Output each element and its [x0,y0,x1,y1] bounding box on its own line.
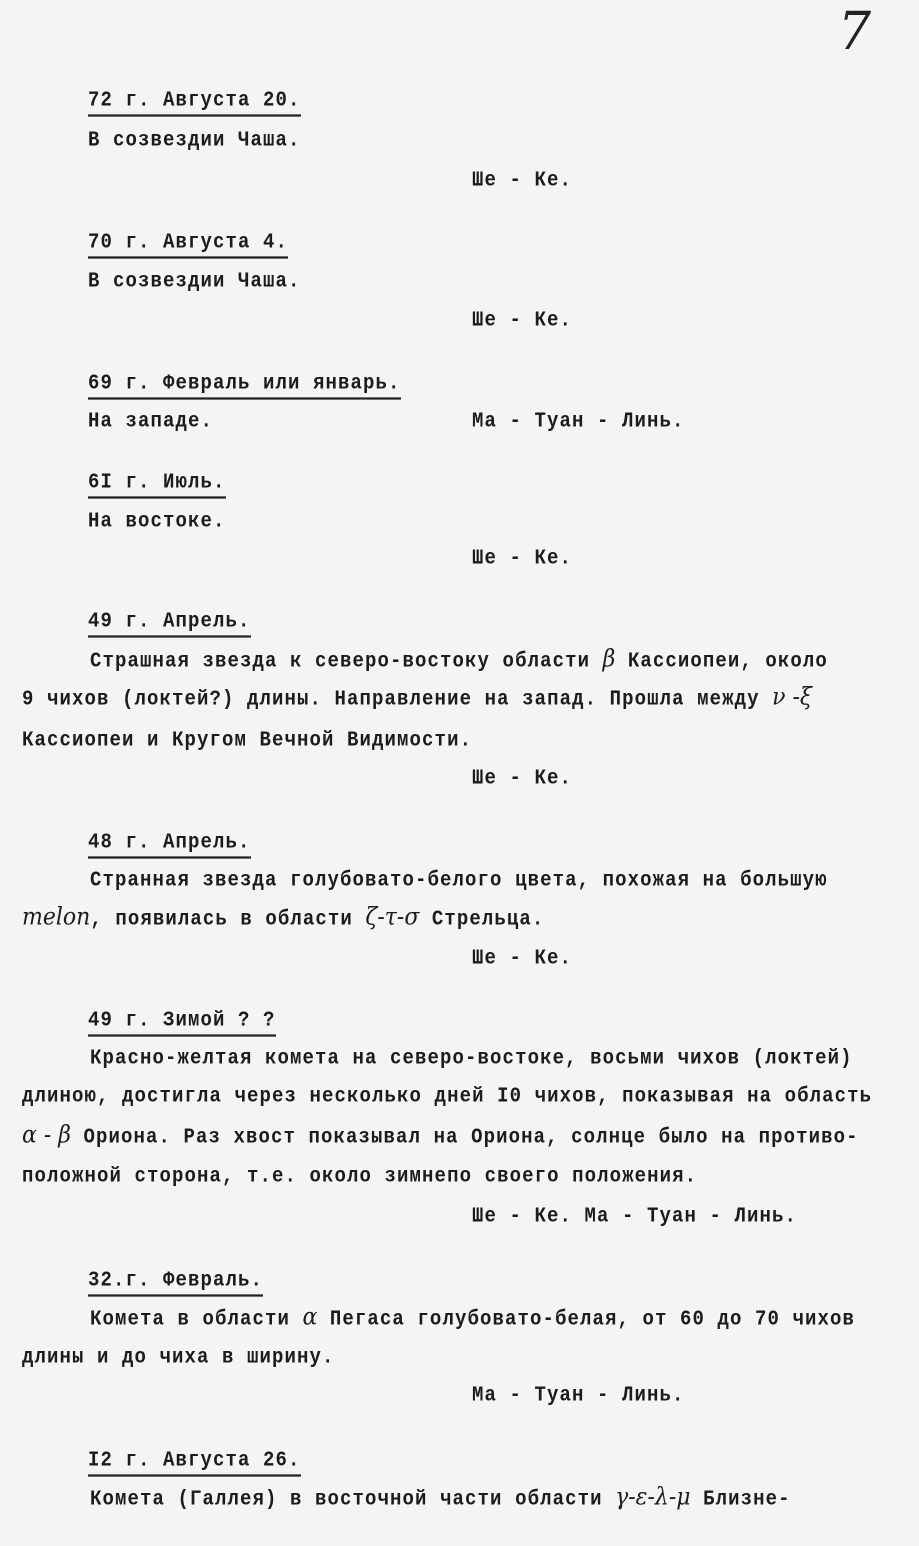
entry-heading: 32.г. Февраль. [88,1266,263,1296]
page-number: 7 [838,2,872,62]
entry-source: Ше - Ке. [472,765,573,791]
entry-text: В созвездии Чаша. [88,127,301,153]
entry-source: Ше - Ке. [472,545,573,571]
text-segment: Комета (Галлея) в восточной части области [90,1486,603,1512]
entry-heading: 70 г. Августа 4. [88,228,288,258]
entry-text: Красно-желтая комета на северо-востоке, восьми чихов (локтей) [90,1045,853,1071]
text-segment: Кассиопеи, около [627,648,828,674]
text-segment: Пегаса голубовато-белая, от 60 до 70 чихов [329,1306,855,1332]
entry-text: положной сторона, т.е. около зимнепо своего положения. [22,1163,698,1189]
handwritten-symbol: α - β [22,1121,71,1150]
text-segment: , появилась в области [90,906,353,932]
entry-text: В созвездии Чаша. [88,268,301,294]
entry-heading: I2 г. Августа 26. [88,1446,301,1476]
entry-text: длиною, достигла через несколько дней I0 чихов, показывая на область [22,1083,873,1109]
entry-source: Ма - Туан - Линь. [472,1382,685,1408]
text-segment: Страшная звезда к северо-востоку области [90,648,591,674]
entry-heading: 48 г. Апрель. [88,828,251,858]
entry-heading: 6I г. Июль. [88,468,226,498]
entry-source: Ше - Ке. Ма - Туан - Линь. [472,1203,798,1229]
entry-heading: 72 г. Августа 20. [88,86,301,116]
entry-text: Странная звезда голубовато-белого цвета, похожая на большую [90,867,828,893]
entry-text: длины и до чиха в ширину. [22,1344,335,1370]
entry-source: Ма - Туан - Линь. [472,408,685,434]
entry-text: Кассиопеи и Кругом Вечной Видимости. [22,727,473,753]
entry-text: На востоке. [88,508,226,534]
entry-heading: 49 г. Апрель. [88,607,251,637]
entry-text [22,685,812,713]
entry-text [90,647,828,675]
handwritten-symbol: β [602,645,616,674]
entry-source: Ше - Ке. [472,945,573,971]
handwritten-symbol: ζ-τ-σ [365,903,420,932]
entry-source: Ше - Ке. [472,167,573,193]
text-segment: Ориона. Раз хвост показывал на Ориона, солнце было на противо- [83,1124,859,1150]
text-segment: Комета в области [90,1306,291,1332]
handwritten-symbol: α [302,1303,318,1332]
entry-text [90,1305,855,1333]
handwritten-symbol: γ-ε-λ-μ [615,1483,691,1512]
text-segment: 9 чихов (локтей?) длины. Направление на запад. Прошла между [22,686,760,712]
handwritten-symbol: ν -ξ [772,683,813,712]
entry-heading: 69 г. Февраль или январь. [88,369,401,399]
entry-text: На западе. [88,408,214,434]
entry-text [22,1123,859,1151]
entry-text [22,905,544,933]
entry-source: Ше - Ке. [472,307,573,333]
text-segment: Близне- [703,1486,791,1512]
handwritten-word: melon [22,903,91,932]
text-segment: Стрельца. [431,906,545,932]
entry-heading: 49 г. Зимой ? ? [88,1006,276,1036]
entry-text [90,1485,791,1513]
